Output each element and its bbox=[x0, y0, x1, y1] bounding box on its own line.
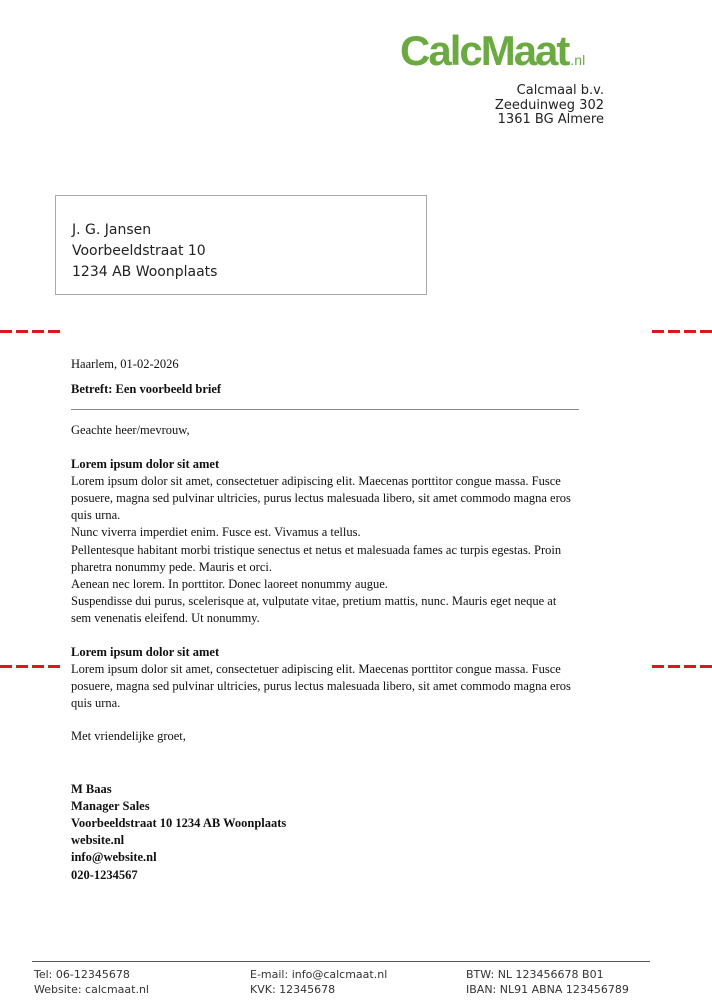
logo-wordmark: CalcMaat bbox=[400, 27, 569, 74]
signature-website: website.nl bbox=[71, 833, 125, 848]
section-1-line: Pellentesque habitant morbi tristique senectus et netus et malesuada fames ac turpis egestas. Proin pharetra nonummy pede. Mauris et orci. bbox=[71, 542, 562, 574]
recipient-city: 1234 AB Woonplaats bbox=[72, 264, 218, 280]
fold-mark-left-top bbox=[0, 330, 60, 333]
signature-name: M Baas bbox=[71, 781, 112, 796]
signature-title: Manager Sales bbox=[71, 798, 150, 813]
footer-btw: BTW: NL 123456678 B01 bbox=[466, 968, 604, 981]
section-2-text: Lorem ipsum dolor sit amet, consectetuer adipiscing elit. Maecenas porttitor congue massa. Fusce posuere, magna sed pulvinar ultricies, purus lectus malesuada libero, sit amet commodo magna eros quis urna. bbox=[71, 661, 571, 711]
recipient-address-box bbox=[55, 195, 427, 295]
footer-divider bbox=[32, 961, 650, 962]
sender-street: Zeeduinweg 302 bbox=[494, 97, 604, 113]
footer-tel: Tel: 06-12345678 bbox=[34, 968, 130, 981]
footer-email: E-mail: info@calcmaat.nl bbox=[250, 968, 388, 981]
section-1-line: Suspendisse dui purus, scelerisque at, vulputate vitae, pretium mattis, nunc. Mauris eget neque at sem venenatis eleifend. Ut nonummy. bbox=[71, 594, 557, 626]
section-1-line: Nunc viverra imperdiet enim. Fusce est. Vivamus a tellus. bbox=[71, 525, 361, 540]
signature-phone: 020-1234567 bbox=[71, 867, 138, 882]
recipient-name: J. G. Jansen bbox=[72, 222, 152, 238]
footer-website: Website: calcmaat.nl bbox=[34, 983, 149, 996]
subject-line: Betreft: Een voorbeeld brief bbox=[71, 382, 222, 397]
letter-body bbox=[71, 356, 579, 884]
section-2-heading: Lorem ipsum dolor sit amet bbox=[71, 644, 220, 659]
section-1-heading: Lorem ipsum dolor sit amet bbox=[71, 456, 220, 471]
salutation: Geachte heer/mevrouw, bbox=[71, 423, 190, 438]
section-1-line: Lorem ipsum dolor sit amet, consectetuer adipiscing elit. Maecenas porttitor congue massa. Fusce posuere, magna sed pulvinar ultricies, purus lectus malesuada libero, sit amet commodo magna eros quis urna. bbox=[71, 473, 571, 523]
footer-contact bbox=[34, 967, 149, 997]
footer-iban: IBAN: NL91 ABNA 123456789 bbox=[466, 983, 629, 996]
fold-mark-right-top bbox=[652, 330, 712, 333]
subject-divider bbox=[71, 409, 579, 410]
footer-kvk: KVK: 12345678 bbox=[250, 983, 336, 996]
signature-address: Voorbeeldstraat 10 1234 AB Woonplaats bbox=[71, 816, 287, 831]
logo-tld: .nl bbox=[570, 52, 586, 68]
footer-registration bbox=[250, 967, 387, 997]
closing: Met vriendelijke groet, bbox=[71, 729, 186, 744]
footer-financial bbox=[466, 967, 629, 997]
recipient-street: Voorbeeldstraat 10 bbox=[72, 243, 206, 259]
place-date: Haarlem, 01-02-2026 bbox=[71, 357, 179, 371]
signature-block bbox=[71, 781, 579, 884]
fold-mark-left-bottom bbox=[0, 665, 60, 668]
section-1-line: Aenean nec lorem. In porttitor. Donec laoreet nonummy augue. bbox=[71, 577, 388, 592]
signature-email: info@website.nl bbox=[71, 850, 157, 865]
sender-company-name: Calcmaal b.v. bbox=[516, 83, 604, 98]
fold-mark-right-bottom bbox=[652, 665, 712, 668]
sender-city: 1361 BG Almere bbox=[497, 112, 604, 127]
sender-address bbox=[495, 84, 604, 128]
section-2 bbox=[71, 644, 579, 713]
company-logo bbox=[400, 27, 586, 74]
section-1 bbox=[71, 456, 579, 628]
